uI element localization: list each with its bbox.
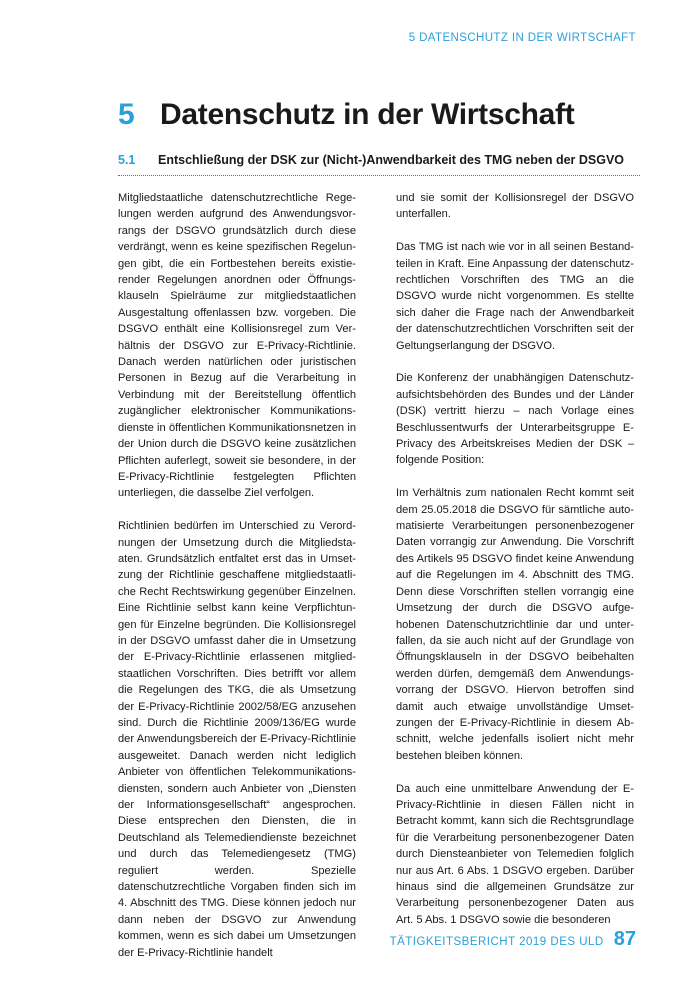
left-column <box>118 190 356 977</box>
section-number: 5.1 <box>118 153 136 167</box>
body-paragraph: Da auch eine unmittelbare Anwendung der E-Privacy-Richtlinie in diesen Fällen nicht in Betracht kommt, kann sich die Rechtsgrundlage für die Verarbeitung personenbezogener Daten durch Diensteanbieter von Telemedien folglich nur aus Art. 6 Abs. 1 DSGVO ergeben. Darüber hinaus sind die allgemeinen Grundsätze zur Verarbeitung personenbezogener Daten aus Art. 5 Abs. 1 DSGVO sowie die besonderen <box>396 782 634 926</box>
chapter-title: Datenschutz in der Wirtschaft <box>160 98 575 131</box>
chapter-number: 5 <box>118 98 135 131</box>
body-paragraph: Die Konferenz der unabhängigen Datenschutzaufsichtsbehörden des Bundes und der Länder (DSK) vertritt hierzu – nach Vorlage eines Beschlussentwurfs der Unterarbeitsgruppe E-Privacy des Arbeitskreises Medien der DSK – folgende Position: <box>396 372 634 467</box>
body-paragraph: Richtlinien bedürfen im Unterschied zu Verordnungen der Umsetzung durch die Mitgliedstaaten. Grundsätzlich entfaltet erst das in Umsetzung der Richtlinie geschaffene mitgliedstaatliche Recht Rechtswirkung gegenüber Einzelnen. Eine Richtlinie selbst kann keine Verpflichtungen für Einzelne begründen. Die Kollisionsregel in der DSGVO umfasst daher die in Umsetzung der E-Privacy-Richtlinie erlassenen mitgliedstaatlichen Vorschriften. Dies betrifft vor allem die Regelungen des TKG, die als Umsetzung der E-Privacy-Richtlinie 2002/58/EG anzusehen sind. Durch die Richtlinie 2009/136/EG wurde der Anwendungsbereich der E-Privacy-Richtlinie ausgeweitet. Danach werden nicht lediglich Anbieter von öffentlichen Telekommunikationsdiensten, sondern auch Anbieter von „Diensten der Informationsgesellschaft“ angesprochen. Diese entsprechen den Diensten, die in Deutschland als Telemediendienste bezeichnet und durch das Telemediengesetz (TMG) reguliert werden. Spezielle datenschutzrechtliche Vorgaben finden sich im 4. Abschnitt des TMG. Diese können jedoch nur dann neben der DSGVO zur Anwendung kommen, wenn es sich dabei um Umsetzungen der E-Privacy-Richtlinie handelt <box>118 520 356 959</box>
chapter-heading <box>118 98 640 132</box>
body-paragraph: Das TMG ist nach wie vor in all seinen Bestandteilen in Kraft. Eine Anpassung der datenschutzrechtlichen Vorschriften des TMG an die DSGVO wurde nicht vorgenommen. Es stellte sich daher die Frage nach der Anwendbarkeit der datenschutzrechtlichen Vorschriften seit der Geltungserlangung der DSGVO. <box>396 241 634 352</box>
body-paragraph: Im Verhältnis zum nationalen Recht kommt seit dem 25.05.2018 die DSGVO für sämtliche automatisierte Verarbeitungen personenbezogener Daten vorrangig zur Anwendung. Die Vorschrift des Artikels 95 DSGVO findet keine Anwendung auf die Regelungen im 4. Abschnitt des TMG. Denn diese Vorschriften stellen vorrangig eine Umsetzung der durch die DSGVO aufgehobenen Datenschutzrichtlinie dar und unterfallen, da sie auch nicht auf der Grundlage von Öffnungsklauseln in der DSGVO beibehalten werden dürfen, demgemäß dem Anwendungsvorrang der DSGVO. Hiervon betroffen sind damit auch etwaige unvollständige Umsetzungen der E-Privacy-Richtlinie in diesem Abschnitt, welche jedenfalls isoliert nicht mehr bestehen bleiben können. <box>396 487 634 762</box>
section-divider <box>118 175 640 176</box>
running-header: 5 DATENSCHUTZ IN DER WIRTSCHAFT <box>408 32 636 44</box>
footer-report-title: TÄTIGKEITSBERICHT 2019 DES ULD <box>389 936 604 948</box>
body-paragraph: Mitgliedstaatliche datenschutzrechtliche Regelungen werden aufgrund des Anwendungsvorrangs der DSGVO grundsätzlich durch diese verdrängt, wenn es keine spezifischen Regelungen gibt, die ein Fortbestehen bereits existierender Regelungen anordnen oder Öffnungsklauseln Spielräume zur mitgliedstaatlichen Ausgestaltung offenlassen bzw. vorgeben. Die DSGVO enthält eine Kollisionsregel zum Verhältnis der DSGVO zur E-Privacy-Richtlinie. Danach werden natürlichen oder juristischen Personen in Bezug auf die Verarbeitung in Verbindung mit der Bereitstellung öffentlich zugänglicher elektronischer Kommunikationsdienste in öffentlichen Kommunikationsnetzen in der Union durch die DSGVO keine zusätzlichen Pflichten auferlegt, soweit sie besondere, in der E-Privacy-Richtlinie festgelegten Pflichten unterliegen, die dasselbe Ziel verfolgen. <box>118 192 356 500</box>
body-paragraph: und sie somit der Kollisionsregel der DSGVO unterfallen. <box>396 192 634 221</box>
right-column <box>396 190 634 945</box>
page-number: 87 <box>613 928 636 950</box>
section-title: Entschließung der DSK zur (Nicht-)Anwendbarkeit des TMG neben der DSGVO <box>158 153 625 167</box>
section-heading <box>118 153 640 167</box>
page-footer <box>390 928 636 951</box>
